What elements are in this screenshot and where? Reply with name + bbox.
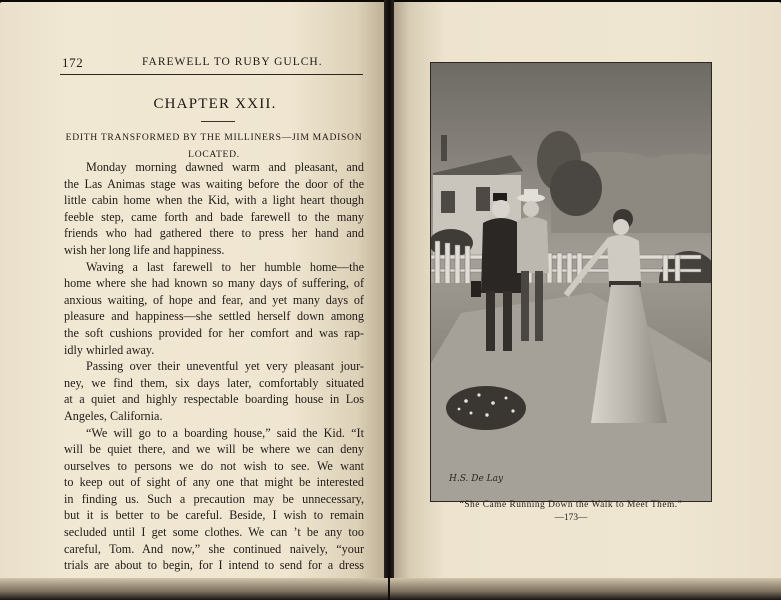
text-line: Angeles, California. [64, 408, 163, 423]
text-line: in finding us. Such a precaution may be unnecessary, [64, 491, 364, 506]
body-text [64, 159, 364, 574]
flower-bed [446, 386, 526, 430]
text-line: home where she had known so many days of suffering, of [64, 276, 364, 291]
chapter-rule [201, 121, 235, 122]
text-line: trials are about to begin, for I intend to send for a dress [64, 558, 364, 573]
text-line: the Las Animas stage was waiting before the door of the [64, 176, 364, 191]
chimney [441, 135, 447, 161]
left-page-number: 172 [62, 55, 84, 70]
synopsis-line: EDITH TRANSFORMED BY THE MILLINERS—JIM MADISON [65, 132, 363, 143]
text-line: will be quiet there, and we will be where we can deny [64, 442, 364, 457]
text-line: at a quiet and highly respectable boarding house in Los [64, 392, 364, 407]
text-line: idly whirled away. [64, 342, 155, 357]
text-line: secluded until I get some clothes. We can ’t be any too [64, 525, 364, 540]
text-line: Monday morning dawned warm and pleasant, and [86, 160, 364, 174]
text-line: “We will go to a boarding house,” said the Kid. “It [86, 425, 364, 440]
text-line: the soft cushions provided for her comfort and was rap- [64, 325, 364, 340]
right-page-edge [390, 578, 781, 600]
illustration [431, 63, 711, 501]
artist-signature: H.S. De Lay [449, 474, 504, 484]
running-title: FAREWELL TO RUBY GULCH. [142, 56, 323, 68]
book-gutter [384, 0, 394, 600]
header-rule [60, 74, 363, 75]
text-line: careful, Tom. And now,” she continued naively, “your [64, 541, 364, 556]
text-line: little cabin home when the Kid, with a light heart though [64, 193, 364, 208]
text-line: wish her long life and happiness. [64, 242, 225, 257]
left-page-edge [0, 578, 388, 600]
text-line: friends who had gathered there to press her hand and [64, 226, 364, 241]
text-line: ourselves to persons we do not wish to see. We want [64, 458, 364, 473]
house-window [476, 187, 490, 211]
synopsis-line: LOCATED. [188, 148, 240, 160]
text-line: to keep out of sight of any one that might be interested [64, 475, 364, 490]
house-window [441, 191, 455, 213]
tree [550, 160, 602, 216]
text-line: Passing over their uneventful yet very pleasant jour- [86, 359, 364, 374]
text-line: anxious waiting, of hope and fear, and yet many days of [64, 292, 364, 307]
chapter-title: CHAPTER XXII. [153, 96, 277, 112]
text-line: ney, we find them, six days later, comfortably situated [64, 375, 364, 390]
text-line: feeble step, came forth and bade farewell to the many [64, 209, 364, 224]
text-line: pleasure and happiness—she settled herself down among [64, 309, 364, 324]
illustration-plate [430, 62, 712, 502]
text-line: but it is better to be careful. Beside, I wish to remain [64, 508, 364, 523]
text-line: Waving a last farewell to her humble home—the [86, 259, 364, 274]
illustration-caption: “She Came Running Down the Walk to Meet Them.” [459, 500, 683, 510]
right-page-number: —173— [554, 513, 588, 523]
